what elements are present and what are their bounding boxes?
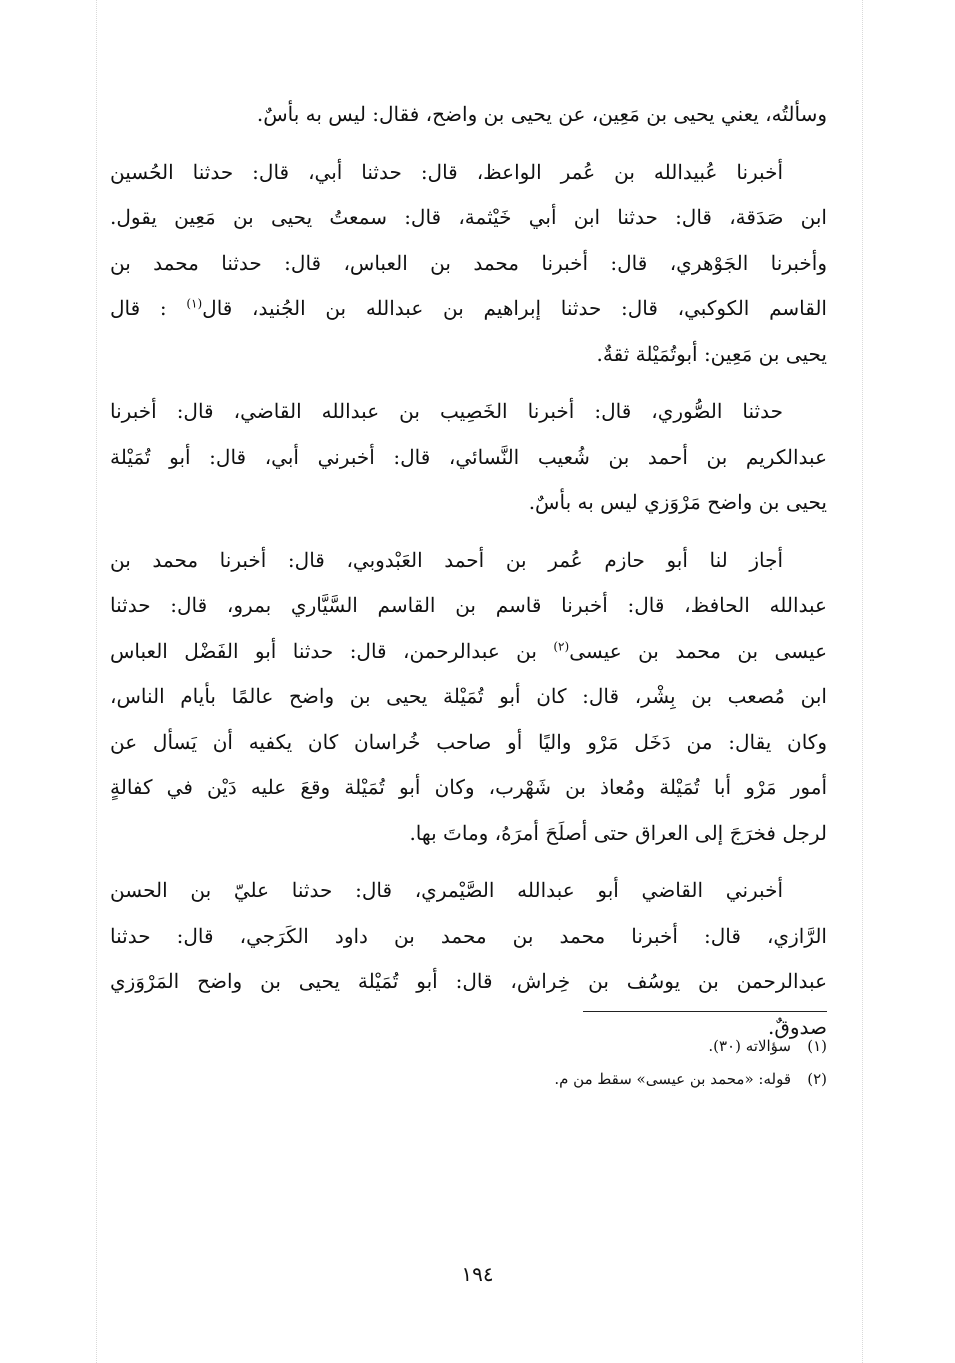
footnote-text: قوله: «محمد بن عيسى» سقط من م. [554,1070,791,1088]
text-line: وكان يقال: من دَخَل مَرْو واليًا أو صاحب خُراسان كان يكفيه أن يَسأل عن [110,729,827,754]
paragraph [110,150,827,378]
footnote-number: (١) [807,1037,827,1055]
text-line: عبدالكريم بن أحمد بن شُعيب النَّسائي، قال: أخبرني أبي، قال: أبو تُمَيْلة [110,444,827,469]
text-line: صدوقٌ. [767,1014,827,1039]
text-line: يحيى بن مَعِين: أبوتُمَيْلة ثقةٌ. [596,341,827,366]
footnote-number: (٢) [807,1070,827,1088]
text-line: وأخبرنا الجَوْهري، قال: أخبرنا محمد بن العباس، قال: حدثنا محمد بن [110,250,827,275]
text-line: ابن صَدَقة، قال: حدثنا ابن أبي خَيْثمة، قال: سمعتُ يحيى بن مَعِين يقول. [110,205,827,229]
text-line: الرَّازي، قال: أخبرنا محمد بن محمد بن داود الكَرَجي، قال: حدثنا [110,923,827,948]
footnote-text: سؤالاته (٣٠). [708,1037,791,1055]
text-line: عبدالله الحافظ، قال: أخبرنا قاسم بن القاسم السَّيَّاري بمرو، قال: حدثنا [110,593,827,617]
text-line: أمور مَرْو أبا تُمَيْلة ومُعاذ بن شَهْرب، وكان أبو تُمَيْلة وقعَ عليه دَيْن في كفالةٍ [110,775,827,799]
text-line: عيسى بن محمد بن عيسى$^{(٢)}$ بن عبدالرحمن، قال: حدثنا أبو الفَضْل العباس [110,638,827,663]
main-text [110,92,827,1062]
text-line: أخبرني القاضي أبو عبدالله الصَّيْمري، قال: حدثنا عليّ بن الحسن [110,878,783,902]
scan-margin-line-left [96,0,97,1363]
text-line: حدثنا الصُّوري، قال: أخبرنا الخَصِيب بن عبدالله القاضي، قال: أخبرنا [110,399,783,423]
text-line: يحيى بن واضح مَرْوَزي ليس به بأسٌ. [528,490,827,514]
paragraph [110,868,827,1050]
paragraph [110,389,827,526]
footnotes [420,1030,827,1096]
text-line: عبدالرحمن بن يوسُف بن خِراش، قال: أبو تُمَيْلة يحيى بن واضح المَرْوَزي [110,969,827,993]
paragraph [110,538,827,857]
paragraph [110,92,827,138]
text-line: ابن مُصعب بن بِشْر، قال: كان أبو تُمَيْلة يحيى بن واضح عالمًا بأيام الناس، [110,684,827,708]
text-line: أجاز لنا أبو حازم عُمر بن أحمد العَبْدوبي، قال: أخبرنا محمد بن [110,547,784,572]
text-line: القاسم الكوكبي، قال: حدثنا إبراهيم بن عبدالله بن الجُنيد، قال$^{(١)}$ : قال [110,296,827,320]
scan-margin-line-right [862,0,863,1363]
footnote [420,1063,827,1096]
text-line: أخبرنا عُبيدالله بن عُمر الواعظ، قال: حدثنا أبي، قال: حدثنا الحُسين [110,159,783,184]
text-line: لرجل فخرَجَ إلى العراق حتى أصلَحَ أمرَهُ، وماتَ بها. [409,820,827,845]
footnote [420,1030,827,1063]
footnote-separator [583,1011,827,1012]
text-line: وسألتُه، يعني يحيى بن مَعِين، عن يحيى بن واضح، فقال: ليس به بأسٌ. [256,102,827,126]
page-number: ١٩٤ [461,1262,494,1286]
